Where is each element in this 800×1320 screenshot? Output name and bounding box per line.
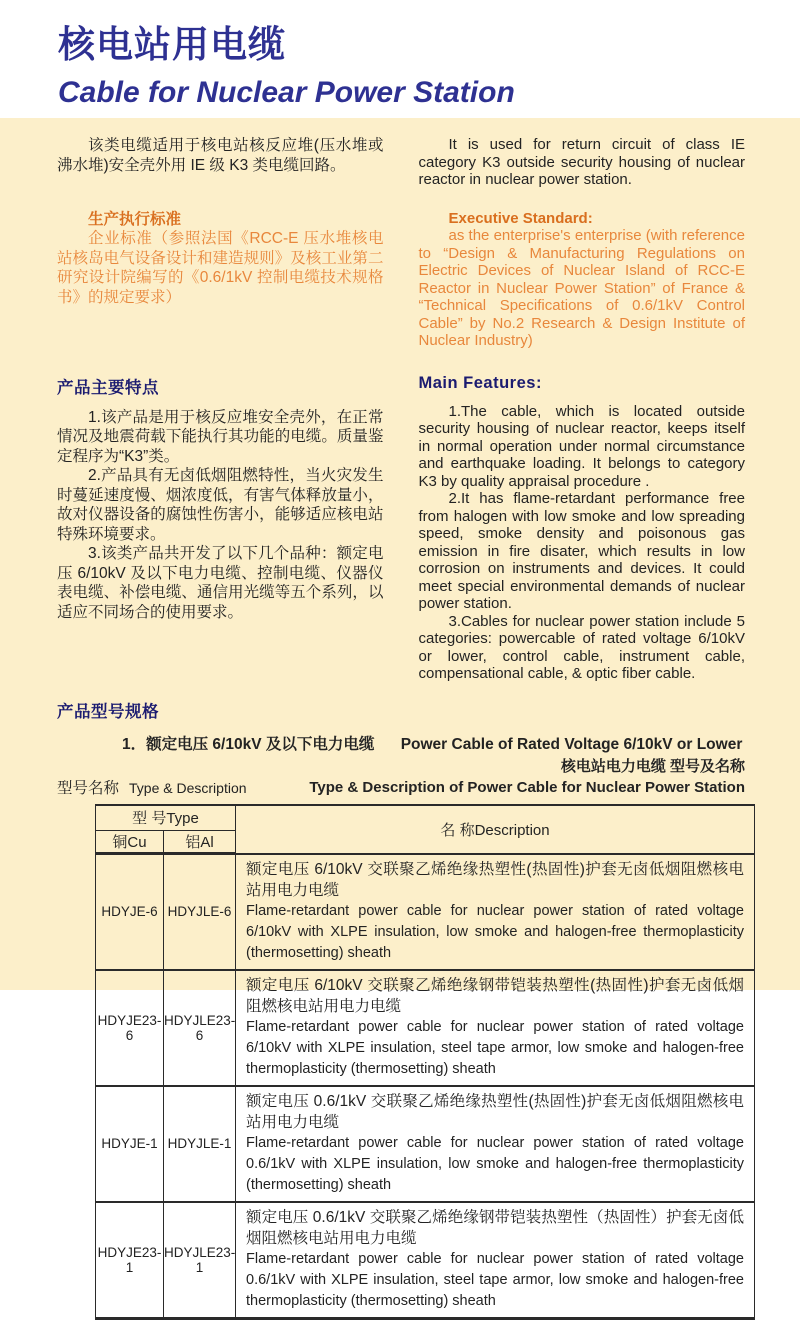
models-subheading-en: Power Cable of Rated Voltage 6/10kV or Lower xyxy=(400,735,743,753)
models-heading: 产品型号规格 xyxy=(57,702,159,721)
models-table xyxy=(95,804,755,1320)
intro-paragraph-en: It is used for return circuit of class IE category K3 outside security housing of nuclear reactor in nuclear power station. xyxy=(418,136,745,188)
cell-type-al: HDYJLE-1 xyxy=(164,1086,236,1202)
standard-body-zh: 企业标准（参照法国《RCC-E 压水堆核电站核岛电气设备设计和建造规则》及核工业第二研究设计院编写的《0.6/1kV 控制电缆技术规格书》的规定要求） xyxy=(57,230,384,306)
table-caption-right xyxy=(309,756,745,798)
standard-body-en: as the enterprise's enterprise (with reference to “Design & Manufacturing Regulations on Electric Devices of Nuclear Island of RCC-E Reactor in Nuclear Power Station” of France & “Technical Specifications of 0.6/1kV Control Cable” by No.2 Research & Design Institute of Nuclear Industry) xyxy=(418,227,745,349)
cell-description-zh: 额定电压 6/10kV 交联聚乙烯绝缘热塑性(热固性)护套无卤低烟阻燃核电站用电力电缆 xyxy=(246,860,744,899)
cell-description xyxy=(236,1086,755,1202)
table-row xyxy=(96,970,755,1086)
cell-type-al: HDYJLE-6 xyxy=(164,854,236,970)
feature-item-en: 1.The cable, which is located outside security housing of nuclear reactor, keeps itself in normal operation under normal circumstance and earthquake loading. It belongs to category K3 by quality appraisal procedure . xyxy=(418,402,745,490)
cell-description-zh: 额定电压 6/10kV 交联聚乙烯绝缘钢带铠装热塑性(热固性)护套无卤低烟阻燃核电站用电力电缆 xyxy=(246,976,744,1015)
cell-type-cu: HDYJE23-1 xyxy=(96,1202,164,1319)
table-header-description: 名 称Description xyxy=(236,805,755,854)
standard-zh-block xyxy=(57,210,384,350)
cell-description-en: Flame-retardant power cable for nuclear power station of rated voltage 6/10kV with XLPE insulation, steel tape armor, low smoke and halogen-free thermoplasticity (thermosetting) sheath xyxy=(246,1018,744,1077)
models-subheading-zh: 1．额定电压 6/10kV 及以下电力电缆 xyxy=(122,735,375,753)
intro-paragraph-zh: 该类电缆适用于核电站核反应堆(压水堆或沸水堆)安全壳外用 IE 级 K3 类电缆回路。 xyxy=(57,137,384,174)
cell-description-en: Flame-retardant power cable for nuclear power station of rated voltage 6/10kV with XLPE insulation, low smoke and halogen-free thermoplasticity (thermosetting) sheath xyxy=(246,902,744,961)
table-caption-left-zh: 型号名称 xyxy=(57,779,120,797)
cell-description xyxy=(236,854,755,970)
table-row xyxy=(96,1202,755,1319)
intro-section xyxy=(57,136,745,189)
standard-section xyxy=(57,210,745,350)
cell-description-en: Flame-retardant power cable for nuclear power station of rated voltage 0.6/1kV with XLPE insulation, steel tape armor, low smoke and halogen-free thermoplasticity (thermosetting) sheath xyxy=(246,1250,744,1309)
models-subheading xyxy=(57,732,745,754)
cell-type-cu: HDYJE-1 xyxy=(96,1086,164,1202)
feature-item-zh: 3.该类产品共开发了以下几个品种：额定电压 6/10kV 及以下电力电缆、控制电缆、仪器仪表电缆、补偿电缆、通信用光缆等五个系列，以适应不同场合的使用要求。 xyxy=(57,545,384,621)
features-en-block xyxy=(419,374,746,683)
features-section xyxy=(57,374,745,683)
features-heading-en: Main Features: xyxy=(418,373,542,392)
table-header-copper: 铜Cu xyxy=(96,831,164,854)
cell-type-cu: HDYJE-6 xyxy=(96,854,164,970)
feature-item-zh: 1.该产品是用于核反应堆安全壳外，在正常情况及地震荷载下能执行其功能的电缆。质量鉴定程序为“K3”类。 xyxy=(57,408,384,465)
cell-description-zh: 额定电压 0.6/1kV 交联聚乙烯绝缘钢带铠装热塑性（热固性）护套无卤低烟阻燃核电站用电力电缆 xyxy=(246,1208,744,1247)
feature-item-en: 3.Cables for nuclear power station include 5 categories: powercable of rated voltage 6/10kV or lower, control cable, instrument cable, compensational cable, & optic fiber cable. xyxy=(418,612,745,682)
table-row xyxy=(96,854,755,970)
standard-heading-en: Executive Standard: xyxy=(448,209,593,227)
cell-type-al: HDYJLE23-6 xyxy=(164,970,236,1086)
table-caption-right-en: Type & Description of Power Cable for Nuclear Power Station xyxy=(309,778,745,796)
cell-description xyxy=(236,970,755,1086)
page-title-en: Cable for Nuclear Power Station xyxy=(58,75,515,109)
page-header xyxy=(0,0,800,118)
table-row xyxy=(96,1086,755,1202)
table-caption-right-zh: 核电站电力电缆 型号及名称 xyxy=(560,757,745,775)
feature-item-en: 2.It has flame-retardant performance free from halogen with low smoke and low spreading speed, smoke density and poisonous gas emission in fire disater, which results in low corrosion on instruments and devices. It could meet special environmental demands of nuclear power station. xyxy=(418,490,745,612)
standard-en-block xyxy=(419,210,746,350)
cell-description-zh: 额定电压 0.6/1kV 交联聚乙烯绝缘热塑性(热固性)护套无卤低烟阻燃核电站用电力电缆 xyxy=(246,1092,744,1131)
table-header-type: 型 号Type xyxy=(96,805,236,831)
standard-heading-zh: 生产执行标准 xyxy=(88,210,182,228)
page-content xyxy=(0,118,800,1309)
table-caption-left xyxy=(57,776,247,798)
page-title-zh: 核电站用电缆 xyxy=(58,24,286,65)
features-zh-block xyxy=(57,374,384,683)
table-caption-left-en: Type & Description xyxy=(129,779,247,796)
cell-description-en: Flame-retardant power cable for nuclear power station of rated voltage 0.6/1kV with XLPE insulation, low smoke and halogen-free thermoplasticity (thermosetting) sheath xyxy=(246,1134,744,1193)
cell-description xyxy=(236,1202,755,1319)
cell-type-cu: HDYJE23-6 xyxy=(96,970,164,1086)
cell-type-al: HDYJLE23-1 xyxy=(164,1202,236,1319)
table-caption-row xyxy=(57,756,745,798)
table-header-aluminium: 铝Al xyxy=(164,831,236,854)
features-heading-zh: 产品主要特点 xyxy=(57,378,159,397)
feature-item-zh: 2.产品具有无卤低烟阻燃特性，当火灾发生时蔓延速度慢、烟浓度低，有害气体释放量小，故对仪器设备的腐蚀性伤害小，能够适应核电站特殊环境要求。 xyxy=(57,467,384,543)
